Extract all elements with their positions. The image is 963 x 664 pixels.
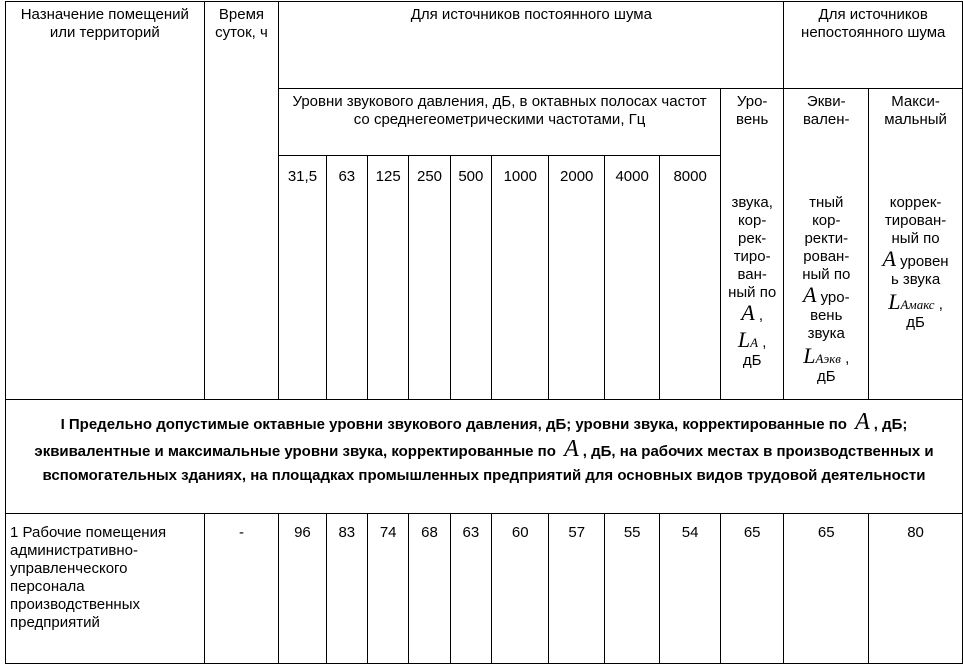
freq-header: 4000 [604, 156, 659, 400]
equivalent-unit: дБ [816, 367, 836, 385]
equivalent-line: ректи- [804, 229, 849, 247]
row-maximum: 80 [869, 514, 963, 664]
row-value: 74 [367, 514, 408, 664]
equivalent-line: вень [810, 306, 843, 324]
level-unit: дБ [742, 351, 762, 369]
row-value: 55 [604, 514, 659, 664]
maximum-line: уровен [900, 252, 949, 270]
row-value: 60 [492, 514, 549, 664]
time-header: Время суток, ч [204, 2, 279, 400]
freq-header: 125 [367, 156, 408, 400]
level-line: ный по [728, 283, 777, 301]
level-header-body: звука, кор- рек- тиро- ван- ный по A , LA , дБ [720, 156, 784, 400]
section-a-symbol: A [564, 436, 579, 462]
equivalent-line: уро- [820, 288, 850, 306]
purpose-header: Назначение помещений или территорий [6, 2, 205, 400]
equivalent-a-symbol: A [802, 281, 817, 307]
row-time: - [204, 514, 279, 664]
equivalent-l-symbol: L [803, 342, 816, 368]
row-equivalent: 65 [784, 514, 869, 664]
row-value: 83 [326, 514, 367, 664]
maximum-header-body: коррек- тирован- ный по A уровен ь звука LAмакс , дБ [869, 156, 963, 400]
maximum-line: ь звука [890, 270, 941, 288]
nonconstant-noise-header: Для источников непостоянного шума [784, 2, 963, 89]
equivalent-l-subscript: Aэкв [815, 350, 841, 366]
equivalent-line: тный [809, 193, 844, 211]
level-l-symbol: L [737, 326, 751, 352]
level-line: кор- [737, 211, 767, 229]
maximum-a-symbol: A [882, 245, 896, 271]
equivalent-line: рован- [803, 247, 850, 265]
freq-header: 8000 [660, 156, 721, 400]
maximum-line: тирован- [884, 211, 947, 229]
level-header-top: Уро-вень [720, 89, 784, 156]
maximum-line: коррек- [889, 193, 942, 211]
level-line: звука, [731, 193, 773, 211]
row-level: 65 [720, 514, 784, 664]
row-value: 68 [409, 514, 450, 664]
level-line: рек- [738, 229, 767, 247]
level-l-subscript: A [750, 334, 759, 350]
freq-header: 500 [450, 156, 491, 400]
header-row-1 [6, 2, 963, 89]
section-text: I Предельно допустимые октавные уровни звукового давления, дБ; уровни звука, корректированные по [60, 416, 847, 433]
freq-header: 63 [326, 156, 367, 400]
table-row [6, 514, 963, 664]
freq-header: 2000 [549, 156, 604, 400]
maximum-line: ный по [891, 229, 940, 247]
section-row [6, 400, 963, 514]
freq-header: 31,5 [279, 156, 326, 400]
maximum-header-top: Макси-мальный [869, 89, 963, 156]
maximum-l-symbol: L [888, 288, 901, 314]
equivalent-line: звука [807, 324, 845, 342]
level-line: ван- [737, 265, 767, 283]
constant-noise-header: Для источников постоянного шума [279, 2, 784, 89]
equivalent-header-body: тный кор- ректи- рован- ный по A уро- вень звука LAэкв , дБ [784, 156, 869, 400]
row-value: 96 [279, 514, 326, 664]
row-value: 54 [660, 514, 721, 664]
equivalent-line: кор- [812, 211, 841, 229]
equivalent-line: ный по [802, 265, 851, 283]
maximum-l-subscript: Aмакс [900, 296, 935, 312]
octave-levels-header: Уровни звукового давления, дБ, в октавных полосах частот со среднегеометрическими частотами, Гц [279, 89, 721, 156]
section-text: , дБ; эквивалентные и максимальные уровни звука, корректированные по [34, 416, 908, 460]
row-label: 1 Рабочие помещения административно-управленческого персонала производственных предприятий [6, 514, 205, 664]
freq-header: 1000 [492, 156, 549, 400]
level-line: тиро- [733, 247, 771, 265]
section-text: , дБ, на рабочих местах в производственных и вспомогательных зданиях, на площадках промышленных предприятий для основных видов трудовой деятельности [42, 443, 934, 484]
level-a-symbol: A [741, 299, 755, 325]
freq-header: 250 [409, 156, 450, 400]
section-a-symbol: A [855, 409, 870, 435]
section-heading [6, 400, 963, 514]
row-value: 57 [549, 514, 604, 664]
row-value: 63 [450, 514, 491, 664]
noise-norms-table [5, 1, 963, 664]
maximum-unit: дБ [906, 313, 925, 331]
equivalent-header-top: Экви-вален- [784, 89, 869, 156]
